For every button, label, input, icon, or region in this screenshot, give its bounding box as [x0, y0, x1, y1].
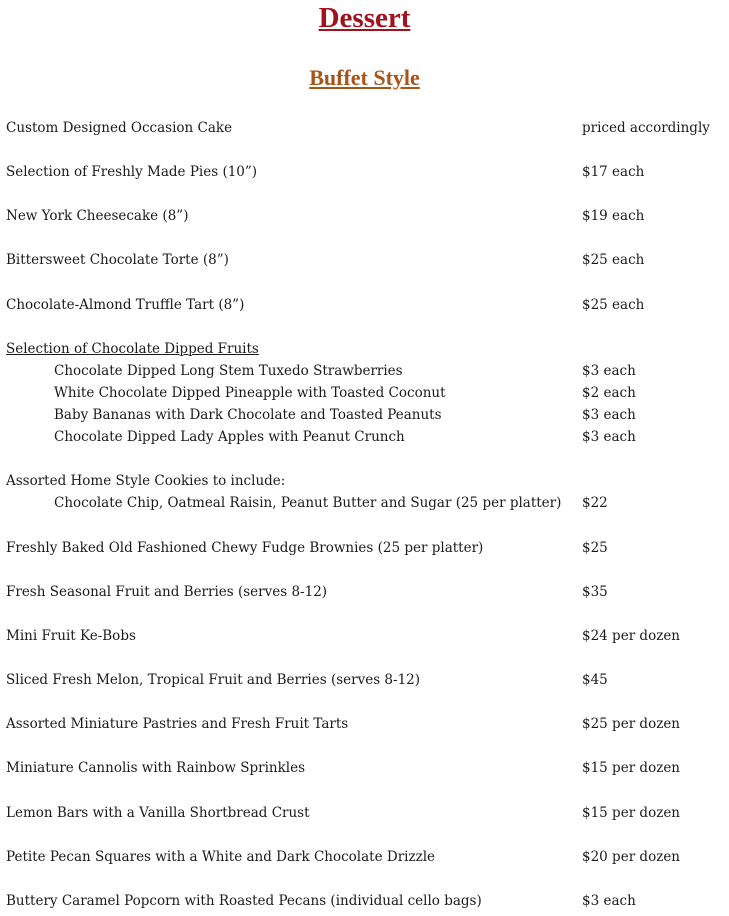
- menu-item: [0, 118, 729, 138]
- menu-item: [0, 714, 729, 734]
- item-name: Lemon Bars with a Vanilla Shortbread Crust: [6, 805, 310, 821]
- item-price: priced accordingly: [582, 120, 710, 136]
- menu-item: [0, 162, 729, 182]
- item-name: New York Cheesecake (8”): [6, 208, 189, 224]
- item-price: $17 each: [582, 164, 645, 180]
- item-name: White Chocolate Dipped Pineapple with Toasted Coconut: [54, 385, 446, 401]
- menu-item: [0, 758, 729, 778]
- item-price: $25 each: [582, 297, 645, 313]
- menu-subitem: [0, 427, 729, 447]
- item-name: Baby Bananas with Dark Chocolate and Toasted Peanuts: [54, 407, 442, 423]
- item-name: Miniature Cannolis with Rainbow Sprinkles: [6, 760, 306, 776]
- item-name: Fresh Seasonal Fruit and Berries (serves 8-12): [6, 584, 328, 600]
- item-price: $15 per dozen: [582, 760, 681, 776]
- menu-subitem: [0, 493, 729, 513]
- item-name: Custom Designed Occasion Cake: [6, 120, 233, 136]
- menu-item: [0, 582, 729, 602]
- item-name: Mini Fruit Ke-Bobs: [6, 628, 136, 644]
- item-price: $19 each: [582, 208, 645, 224]
- item-price: $35: [582, 584, 608, 600]
- section-name: Assorted Home Style Cookies to include:: [6, 473, 286, 489]
- item-price: $25 each: [582, 252, 645, 268]
- item-name: Chocolate-Almond Truffle Tart (8”): [6, 297, 245, 313]
- item-price: $24 per dozen: [582, 628, 681, 644]
- item-price: $3 each: [582, 407, 636, 423]
- item-price: $2 each: [582, 385, 636, 401]
- item-name: Selection of Freshly Made Pies (10”): [6, 164, 258, 180]
- menu-section-heading: [0, 339, 729, 359]
- menu-item: [0, 250, 729, 270]
- menu-item: [0, 206, 729, 226]
- menu-item: [0, 670, 729, 690]
- menu-subitem: [0, 383, 729, 403]
- menu-item: [0, 538, 729, 558]
- item-price: $25 per dozen: [582, 716, 681, 732]
- item-price: $3 each: [582, 893, 636, 909]
- item-name: Chocolate Chip, Oatmeal Raisin, Peanut Butter and Sugar (25 per platter): [54, 495, 562, 511]
- page-title: Dessert: [318, 2, 411, 34]
- item-name: Bittersweet Chocolate Torte (8”): [6, 252, 229, 268]
- menu-item: [0, 891, 729, 911]
- section-name: Selection of Chocolate Dipped Fruits: [6, 341, 259, 357]
- menu-subitem: [0, 361, 729, 381]
- item-name: Buttery Caramel Popcorn with Roasted Pecans (individual cello bags): [6, 893, 482, 909]
- page-subtitle: Buffet Style: [309, 65, 420, 90]
- menu-item: [0, 847, 729, 867]
- item-price: $20 per dozen: [582, 849, 681, 865]
- item-name: Sliced Fresh Melon, Tropical Fruit and Berries (serves 8-12): [6, 672, 421, 688]
- menu-item: [0, 295, 729, 315]
- item-price: $25: [582, 540, 608, 556]
- item-price: $3 each: [582, 429, 636, 445]
- item-name: Chocolate Dipped Lady Apples with Peanut Crunch: [54, 429, 405, 445]
- item-name: Petite Pecan Squares with a White and Dark Chocolate Drizzle: [6, 849, 436, 865]
- menu-item: [0, 803, 729, 823]
- item-price: $15 per dozen: [582, 805, 681, 821]
- menu-section-heading: [0, 471, 729, 491]
- item-name: Assorted Miniature Pastries and Fresh Fruit Tarts: [6, 716, 349, 732]
- item-price: $45: [582, 672, 608, 688]
- menu-item: [0, 626, 729, 646]
- menu-subitem: [0, 405, 729, 425]
- item-price: $3 each: [582, 363, 636, 379]
- item-price: $22: [582, 495, 608, 511]
- item-name: Freshly Baked Old Fashioned Chewy Fudge Brownies (25 per platter): [6, 540, 484, 556]
- item-name: Chocolate Dipped Long Stem Tuxedo Strawberries: [54, 363, 403, 379]
